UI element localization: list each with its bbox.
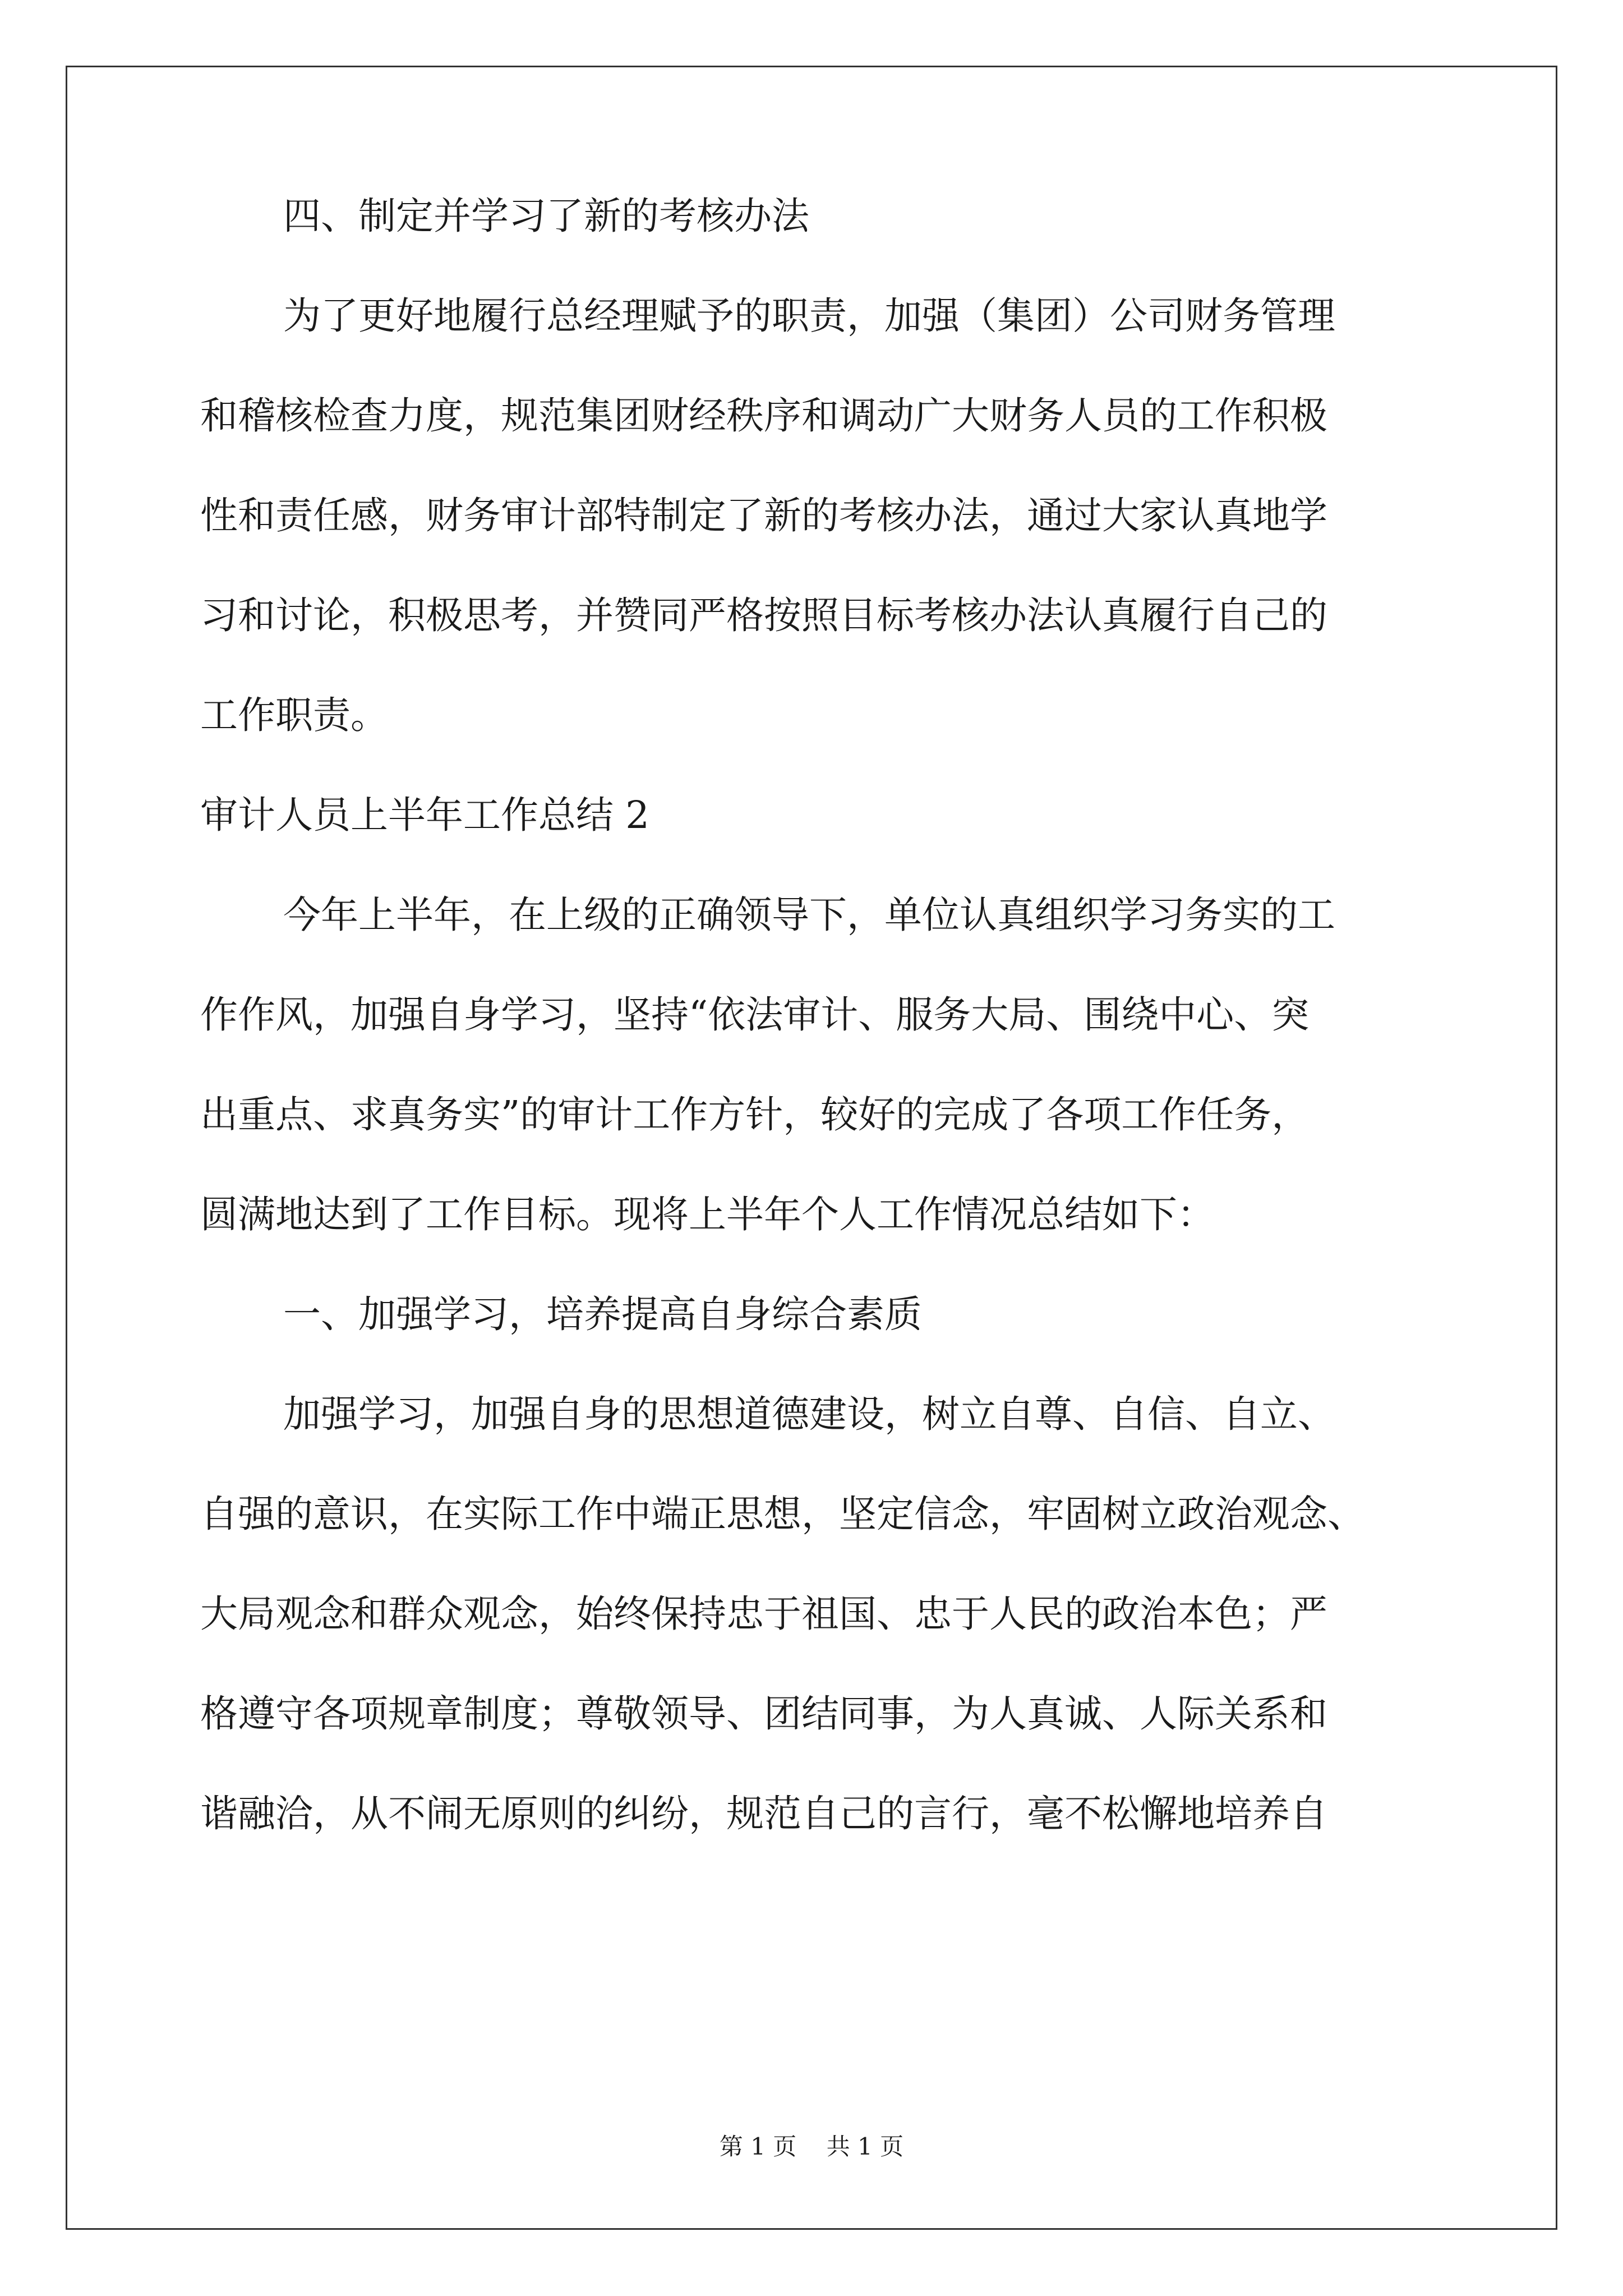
paragraph-line: 工作职责。 — [200, 693, 388, 737]
paragraph-line: 大局观念和群众观念，始终保持忠于祖国、忠于人民的政治本色；严 — [200, 1592, 1327, 1636]
document-title: 审计人员上半年工作总结 2 — [200, 793, 649, 837]
page-footer: 第 1 页 共 1 页 — [719, 2133, 904, 2160]
paragraph-line: 自强的意识，在实际工作中端正思想，坚定信念，牢固树立政治观念、 — [200, 1492, 1365, 1536]
paragraph-line: 谐融洽，从不闹无原则的纠纷，规范自己的言行，毫不松懈地培养自 — [200, 1792, 1327, 1835]
page-border — [66, 66, 1557, 2230]
section-heading-4: 四、制定并学习了新的考核办法 — [283, 194, 809, 238]
paragraph-line: 出重点、求真务实”的审计工作方针，较好的完成了各项工作任务， — [200, 1093, 1310, 1137]
paragraph-line: 习和讨论，积极思考，并赞同严格按照目标考核办法认真履行自己的 — [200, 593, 1327, 637]
paragraph-line: 作作风，加强自身学习，坚持“依法审计、服务大局、围绕中心、突 — [200, 993, 1310, 1037]
paragraph-line: 格遵守各项规章制度；尊敬领导、团结同事，为人真诚、人际关系和 — [200, 1692, 1327, 1736]
paragraph-line: 和稽核检查力度，规范集团财经秩序和调动广大财务人员的工作积极 — [200, 394, 1327, 438]
section-heading-1: 一、加强学习，培养提高自身综合素质 — [283, 1292, 922, 1336]
paragraph-line: 性和责任感，财务审计部特制定了新的考核办法，通过大家认真地学 — [200, 494, 1327, 537]
paragraph-line: 今年上半年，在上级的正确领导下，单位认真组织学习务实的工 — [283, 893, 1335, 937]
paragraph-line: 为了更好地履行总经理赋予的职责，加强（集团）公司财务管理 — [283, 294, 1335, 338]
paragraph-line: 加强学习，加强自身的思想道德建设，树立自尊、自信、自立、 — [283, 1392, 1335, 1436]
paragraph-line: 圆满地达到了工作目标。现将上半年个人工作情况总结如下： — [200, 1193, 1215, 1236]
